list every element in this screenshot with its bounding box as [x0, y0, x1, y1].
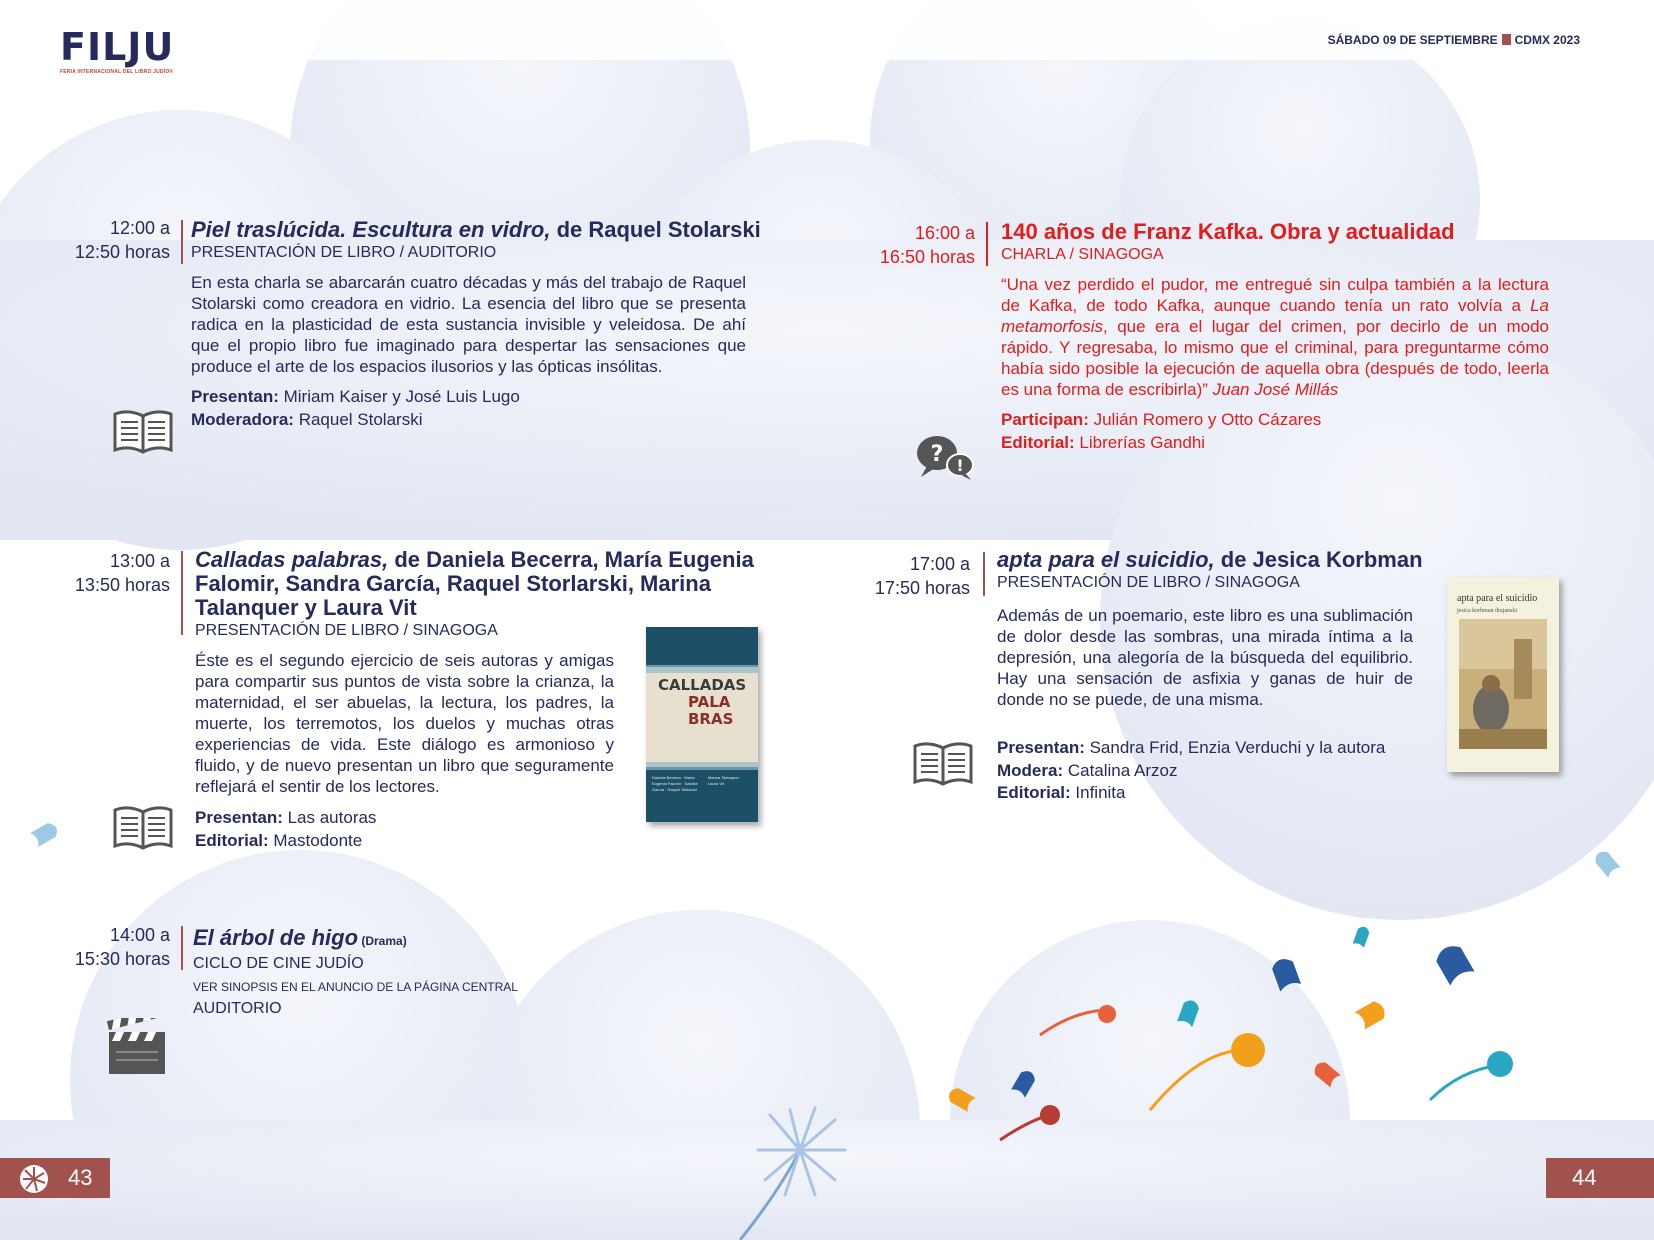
credit-value: Catalina Arzoz — [1063, 760, 1178, 780]
event-2-credit — [1001, 432, 1549, 455]
credit-value: Las autoras — [282, 808, 377, 827]
cover-title — [658, 677, 746, 728]
book-cover-calladas-palabras — [646, 627, 758, 822]
event-5-genre: (Drama) — [358, 934, 407, 948]
credit-value: Librerías Gandhi — [1074, 432, 1206, 452]
event-4-credit — [997, 737, 1385, 760]
event-5-time-end: 15:30 horas — [74, 949, 170, 969]
page-number-left-text: 43 — [68, 1165, 93, 1190]
book-cover-apta-para-el-suicidio — [1447, 577, 1559, 772]
event-2-time-end: 16:50 horas — [879, 247, 975, 267]
event-1-description: En esta charla se abarcarán cuatro décadas y más del trabajo de Raquel Stolarski como creadora en vidrio. La esencia del libro que se presenta radica en la plasticidad de esta sustancia invisible y veleidosa. De ahí que el propio libro fue imaginado para despertar las sensaciones que produce el arte de los espacios ilusorios y las ópticas insólitas. — [191, 273, 746, 376]
event-3-time-end: 13:50 horas — [74, 575, 170, 595]
event-4-divider — [983, 552, 985, 596]
event-2-credit — [1001, 409, 1549, 432]
event-3-credit — [195, 807, 376, 830]
event-4-time-end: 17:50 horas — [874, 578, 970, 598]
event-1-title — [191, 218, 761, 242]
event-4-title — [997, 548, 1557, 572]
dandelion-badge-icon — [18, 1163, 50, 1195]
event-1-credits — [191, 386, 761, 431]
event-3-time-start: 13:00 a — [109, 551, 170, 571]
event-4-category: PRESENTACIÓN DE LIBRO / SINAGOGA — [997, 574, 1300, 591]
event-4-credit — [997, 760, 1385, 783]
credit-value: Infinita — [1070, 783, 1126, 802]
event-1-credit — [191, 386, 761, 409]
event-5-note: VER SINOPSIS EN EL ANUNCIO DE LA PÁGINA CENTRAL — [193, 980, 518, 994]
credit-value: Sandra Frid, Enzia Verduchi y la autora — [1084, 738, 1386, 757]
header-date-text: SÁBADO 09 DE SEPTIEMBRE — [1327, 33, 1498, 47]
event-5 — [193, 926, 753, 1020]
page-number-right-text: 44 — [1572, 1165, 1597, 1190]
event-1-divider — [181, 220, 183, 264]
event-4-credit — [997, 782, 1385, 805]
cover-title-line: PALA — [688, 693, 731, 711]
event-3-credits — [195, 807, 376, 852]
event-4 — [997, 548, 1557, 594]
event-3-title — [195, 548, 755, 620]
credit-label: Editorial: — [997, 783, 1071, 802]
credit-value: Miriam Kaiser y José Luis Lugo — [278, 387, 520, 406]
credit-label: Presentan: — [191, 387, 279, 406]
event-4-title-italic: apta para el suicidio, — [997, 547, 1215, 572]
cover-title-line: CALLADAS — [658, 676, 747, 694]
logo-wordmark: FILJU — [60, 25, 175, 69]
event-3-credit — [195, 830, 376, 853]
event-2-quote — [1001, 274, 1549, 400]
svg-text:!: ! — [956, 456, 964, 475]
event-5-venue: AUDITORIO — [193, 1000, 282, 1017]
event-5-time-start: 14:00 a — [109, 925, 170, 945]
event-2-category: CHARLA / SINAGOGA — [1001, 246, 1164, 263]
event-1-time-end: 12:50 horas — [74, 242, 170, 262]
header-date — [1328, 33, 1580, 47]
event-2-divider — [986, 222, 988, 266]
credit-label: Moderadora: — [191, 409, 294, 429]
credit-value: Julián Romero y Otto Cázares — [1088, 410, 1322, 429]
event-2-time-start: 16:00 a — [914, 223, 975, 243]
credit-value: Raquel Stolarski — [293, 409, 423, 429]
event-2-time — [845, 221, 975, 269]
event-5-divider — [181, 926, 183, 970]
credit-label: Editorial: — [1001, 432, 1075, 452]
event-2-title: 140 años de Franz Kafka. Obra y actualidad — [1001, 219, 1455, 244]
cover-author: jesica korbman drajanski — [1457, 608, 1517, 614]
event-1-category: PRESENTACIÓN DE LIBRO / AUDITORIO — [191, 244, 497, 261]
event-1-title-rest: de Raquel Stolarski — [550, 217, 761, 242]
event-2-credits — [1001, 409, 1549, 454]
event-3-description: Éste es el segundo ejercicio de seis autoras y amigas para compartir sus puntos de vista sobre la crianza, la maternidad, el ser abuelas, la lectura, los padres, la muerte, los terremotos, los duelos y muchas otras experiencias de vida. Este diálogo es armonioso y fluido, y de nuevo presentan un libro que seguramente reflejará el sentir de los lectores. — [195, 651, 614, 796]
event-5-title-italic: El árbol de higo — [193, 925, 359, 950]
event-3-divider — [181, 551, 183, 635]
cover-wave — [646, 762, 758, 770]
page-number-left — [0, 1158, 110, 1198]
svg-text:?: ? — [930, 442, 944, 467]
page-number-right — [1546, 1158, 1654, 1198]
event-3-title-rest: de Daniela Becerra, María Eugenia Falomir, Sandra García, Raquel Storlarski, Marina Talanquer y Laura Vit — [195, 547, 754, 620]
event-4-time — [840, 552, 970, 600]
event-1-time-start: 12:00 a — [109, 218, 170, 238]
cover-title: apta para el suicidio — [1457, 593, 1538, 604]
event-4-title-rest: de Jesica Korbman — [1214, 547, 1423, 572]
event-3-category: PRESENTACIÓN DE LIBRO / SINAGOGA — [195, 622, 498, 639]
quote-book-title: La metamorfosis — [1001, 296, 1549, 336]
credit-label: Presentan: — [195, 808, 283, 827]
header-separator — [1502, 34, 1511, 45]
credit-value: Mastodonte — [268, 830, 363, 850]
open-book-icon — [112, 408, 174, 456]
open-book-icon — [912, 740, 974, 788]
credit-label: Presentan: — [997, 738, 1085, 757]
event-1 — [191, 218, 761, 431]
quote-text: “Una vez perdido el pudor, me entregué sin culpa también a la lectura de Kafka, de todo Kafka, aunque cuando tenía un rato volvía a — [1001, 275, 1549, 315]
clapperboard-icon — [106, 1018, 170, 1076]
header-place: CDMX 2023 — [1514, 33, 1580, 47]
logo-subtitle: FERIA INTERNACIONAL DEL LIBRO JUDÍO® — [60, 69, 174, 75]
cover-wave — [646, 665, 758, 673]
cover-title-line: BRAS — [688, 710, 734, 728]
event-4-description: Además de un poemario, este libro es una sublimación de dolor desde las sombras, una mirada íntima a la depresión, una alegoría de la búsqueda del equilibrio. Hay una sensación de asfixia y ganas de huir de donde no se puede, de una misma. — [997, 606, 1413, 709]
cover-authors-left: Daniela Becerra · María Eugenia Falomir · Sandra García · Raquel Stolarski — [652, 775, 698, 792]
cover-authors-right: Marina Talanquer · Laura Vit — [708, 775, 742, 786]
credit-label: Modera: — [997, 760, 1064, 780]
filju-logo — [60, 25, 230, 75]
event-4-time-start: 17:00 a — [909, 554, 970, 574]
credit-label: Editorial: — [195, 830, 269, 850]
cover-painting — [1459, 619, 1547, 749]
event-2 — [1001, 220, 1549, 454]
open-book-icon — [112, 804, 174, 852]
event-1-time — [40, 216, 170, 264]
event-5-category: CICLO DE CINE JUDÍO — [193, 955, 364, 972]
event-3-time — [40, 549, 170, 597]
event-3-title-italic: Calladas palabras, — [195, 547, 389, 572]
event-1-title-italic: Piel traslúcida. Escultura en vidro, — [191, 217, 551, 242]
event-1-credit — [191, 409, 761, 432]
credit-label: Participan: — [1001, 410, 1089, 429]
event-4-credits — [997, 737, 1385, 805]
event-5-title — [193, 926, 753, 953]
quote-text: , que era el lugar del crimen, por decirlo de un modo rápido. Y regresaba, lo mismo que el criminal, para preguntarme cómo había sido posible la ejecución de aquella obra (después de todo, leerla es una forma de escribirla)” — [1001, 317, 1549, 399]
quote-author: Juan José Millás — [1212, 380, 1339, 399]
event-5-time — [40, 923, 170, 971]
question-exclamation-icon — [913, 433, 975, 481]
event-3 — [195, 548, 755, 642]
